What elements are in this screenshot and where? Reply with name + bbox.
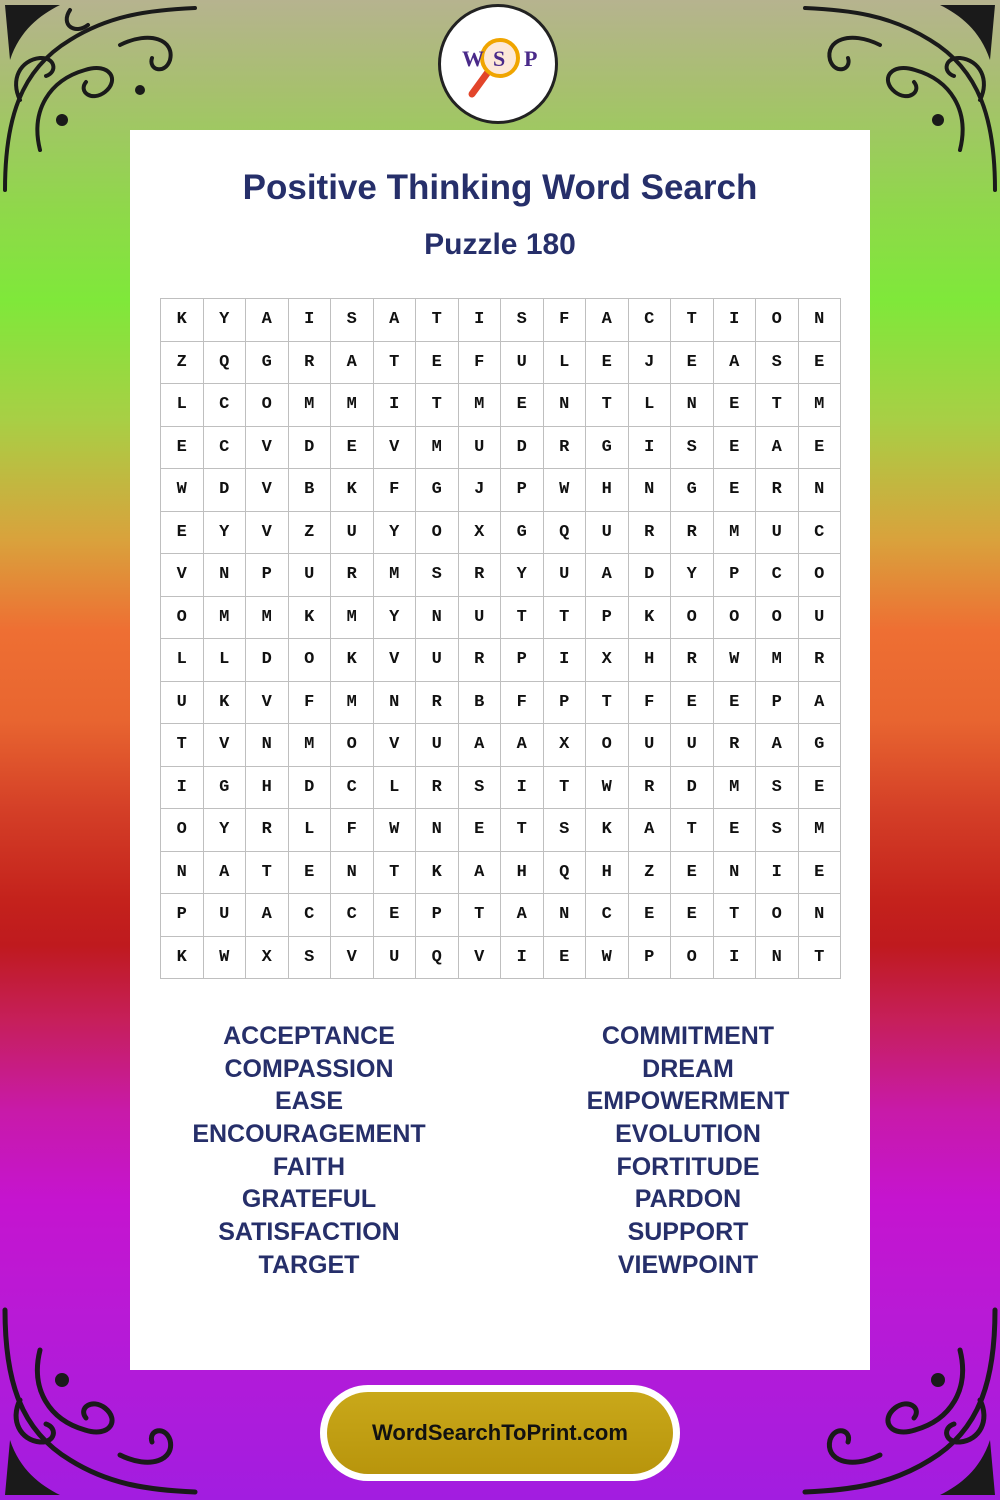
grid-cell[interactable]: A bbox=[586, 554, 629, 597]
word-list-item: SUPPORT bbox=[627, 1218, 749, 1247]
grid-cell[interactable]: D bbox=[289, 767, 332, 810]
grid-cell[interactable]: Q bbox=[204, 342, 247, 385]
logo-letter-p: P bbox=[524, 46, 538, 71]
grid-cell[interactable]: E bbox=[629, 894, 672, 937]
grid-cell[interactable]: S bbox=[289, 937, 332, 980]
grid-cell[interactable]: U bbox=[756, 512, 799, 555]
grid-cell[interactable]: A bbox=[501, 894, 544, 937]
grid-cell[interactable]: V bbox=[331, 937, 374, 980]
grid-cell[interactable]: A bbox=[756, 724, 799, 767]
grid-cell[interactable]: O bbox=[799, 554, 842, 597]
grid-cell[interactable]: T bbox=[544, 597, 587, 640]
grid-cell[interactable]: N bbox=[204, 554, 247, 597]
word-list-item: SATISFACTION bbox=[218, 1218, 400, 1247]
grid-cell[interactable]: O bbox=[756, 894, 799, 937]
grid-cell[interactable]: N bbox=[544, 384, 587, 427]
grid-cell[interactable]: P bbox=[246, 554, 289, 597]
grid-cell[interactable]: P bbox=[161, 894, 204, 937]
grid-cell[interactable]: M bbox=[289, 724, 332, 767]
grid-cell[interactable]: A bbox=[714, 342, 757, 385]
grid-cell[interactable]: R bbox=[629, 767, 672, 810]
grid-cell[interactable]: T bbox=[756, 384, 799, 427]
grid-cell[interactable]: S bbox=[416, 554, 459, 597]
grid-cell[interactable]: Z bbox=[161, 342, 204, 385]
grid-cell[interactable]: M bbox=[331, 682, 374, 725]
grid-cell[interactable]: K bbox=[586, 809, 629, 852]
grid-cell[interactable]: U bbox=[289, 554, 332, 597]
grid-cell[interactable]: U bbox=[671, 724, 714, 767]
grid-cell[interactable]: T bbox=[544, 767, 587, 810]
word-list bbox=[130, 1020, 870, 1290]
grid-cell[interactable]: Y bbox=[374, 597, 417, 640]
grid-cell[interactable]: N bbox=[799, 299, 842, 342]
grid-cell[interactable]: A bbox=[799, 682, 842, 725]
grid-cell[interactable]: S bbox=[544, 809, 587, 852]
grid-cell[interactable]: R bbox=[629, 512, 672, 555]
grid-cell[interactable]: M bbox=[374, 554, 417, 597]
puzzle-card bbox=[130, 130, 870, 1370]
grid-cell[interactable]: S bbox=[756, 767, 799, 810]
logo-letter-s: S bbox=[493, 46, 506, 71]
grid-cell[interactable]: U bbox=[501, 342, 544, 385]
word-list-item: FAITH bbox=[272, 1152, 346, 1181]
grid-cell[interactable]: C bbox=[204, 384, 247, 427]
grid-cell[interactable]: R bbox=[331, 554, 374, 597]
grid-cell[interactable]: D bbox=[501, 427, 544, 470]
grid-cell[interactable]: X bbox=[586, 639, 629, 682]
grid-cell[interactable]: D bbox=[246, 639, 289, 682]
grid-cell[interactable]: N bbox=[416, 809, 459, 852]
grid-cell[interactable]: X bbox=[246, 937, 289, 980]
grid-cell[interactable]: M bbox=[799, 384, 842, 427]
grid-cell[interactable]: S bbox=[671, 427, 714, 470]
grid-cell[interactable]: M bbox=[289, 384, 332, 427]
grid-cell[interactable]: E bbox=[799, 427, 842, 470]
grid-cell[interactable]: V bbox=[459, 937, 502, 980]
grid-cell[interactable]: R bbox=[416, 767, 459, 810]
grid-cell[interactable]: Y bbox=[204, 809, 247, 852]
grid-cell[interactable]: I bbox=[714, 299, 757, 342]
grid-cell[interactable]: H bbox=[629, 639, 672, 682]
word-list-item: TARGET bbox=[258, 1250, 360, 1279]
grid-cell[interactable]: V bbox=[374, 427, 417, 470]
grid-cell[interactable]: R bbox=[671, 512, 714, 555]
grid-cell[interactable]: C bbox=[331, 894, 374, 937]
grid-cell[interactable]: V bbox=[161, 554, 204, 597]
grid-cell[interactable]: F bbox=[459, 342, 502, 385]
grid-cell[interactable]: V bbox=[246, 512, 289, 555]
grid-cell[interactable]: S bbox=[459, 767, 502, 810]
grid-cell[interactable]: G bbox=[246, 342, 289, 385]
grid-cell[interactable]: T bbox=[459, 894, 502, 937]
wsp-logo[interactable] bbox=[438, 4, 558, 124]
grid-cell[interactable]: I bbox=[544, 639, 587, 682]
grid-cell[interactable]: J bbox=[459, 469, 502, 512]
grid-cell[interactable]: O bbox=[161, 809, 204, 852]
grid-cell[interactable]: V bbox=[246, 682, 289, 725]
grid-cell[interactable]: S bbox=[756, 342, 799, 385]
word-list-item: EMPOWERMENT bbox=[586, 1087, 790, 1116]
grid-cell[interactable]: P bbox=[501, 639, 544, 682]
grid-cell[interactable]: P bbox=[756, 682, 799, 725]
grid-cell[interactable]: P bbox=[544, 682, 587, 725]
grid-cell[interactable]: O bbox=[416, 512, 459, 555]
grid-cell[interactable]: D bbox=[671, 767, 714, 810]
grid-cell[interactable]: A bbox=[246, 894, 289, 937]
grid-cell[interactable]: N bbox=[714, 852, 757, 895]
grid-cell[interactable]: E bbox=[714, 809, 757, 852]
grid-cell[interactable]: D bbox=[629, 554, 672, 597]
word-list-item: DREAM bbox=[642, 1054, 734, 1083]
magnifier-icon bbox=[448, 24, 548, 104]
grid-cell[interactable]: N bbox=[799, 469, 842, 512]
grid-cell[interactable]: K bbox=[416, 852, 459, 895]
grid-cell[interactable]: T bbox=[586, 384, 629, 427]
grid-cell[interactable]: E bbox=[671, 894, 714, 937]
grid-cell[interactable]: Q bbox=[544, 852, 587, 895]
grid-cell[interactable]: C bbox=[799, 512, 842, 555]
grid-cell[interactable]: A bbox=[246, 299, 289, 342]
grid-cell[interactable]: Y bbox=[204, 299, 247, 342]
grid-cell[interactable]: U bbox=[629, 724, 672, 767]
grid-cell[interactable]: V bbox=[374, 724, 417, 767]
grid-cell[interactable]: E bbox=[586, 342, 629, 385]
grid-cell[interactable]: A bbox=[501, 724, 544, 767]
grid-cell[interactable]: W bbox=[586, 937, 629, 980]
grid-cell[interactable]: W bbox=[544, 469, 587, 512]
grid-cell[interactable]: K bbox=[331, 469, 374, 512]
grid-cell[interactable]: K bbox=[204, 682, 247, 725]
grid-cell[interactable]: U bbox=[586, 512, 629, 555]
grid-cell[interactable]: M bbox=[799, 809, 842, 852]
grid-cell[interactable]: U bbox=[416, 724, 459, 767]
grid-cell[interactable]: O bbox=[671, 937, 714, 980]
grid-cell[interactable]: M bbox=[331, 597, 374, 640]
grid-cell[interactable]: L bbox=[161, 639, 204, 682]
grid-cell[interactable]: S bbox=[501, 299, 544, 342]
grid-cell[interactable]: C bbox=[629, 299, 672, 342]
grid-cell[interactable]: K bbox=[629, 597, 672, 640]
grid-cell[interactable]: K bbox=[331, 639, 374, 682]
grid-cell[interactable]: W bbox=[374, 809, 417, 852]
grid-cell[interactable]: U bbox=[544, 554, 587, 597]
grid-cell[interactable]: X bbox=[544, 724, 587, 767]
word-list-right-column bbox=[503, 1020, 873, 1282]
grid-cell[interactable]: G bbox=[501, 512, 544, 555]
grid-cell[interactable]: E bbox=[671, 682, 714, 725]
grid-cell[interactable]: O bbox=[331, 724, 374, 767]
grid-cell[interactable]: E bbox=[161, 512, 204, 555]
grid-cell[interactable]: Z bbox=[629, 852, 672, 895]
grid-cell[interactable]: I bbox=[756, 852, 799, 895]
grid-cell[interactable]: E bbox=[799, 852, 842, 895]
grid-cell[interactable]: M bbox=[714, 767, 757, 810]
grid-cell[interactable]: N bbox=[544, 894, 587, 937]
grid-cell[interactable]: T bbox=[586, 682, 629, 725]
grid-cell[interactable]: R bbox=[459, 639, 502, 682]
grid-cell[interactable]: U bbox=[459, 427, 502, 470]
grid-cell[interactable]: A bbox=[756, 427, 799, 470]
grid-cell[interactable]: E bbox=[714, 384, 757, 427]
grid-cell[interactable]: W bbox=[161, 469, 204, 512]
grid-cell[interactable]: K bbox=[161, 937, 204, 980]
grid-cell[interactable]: M bbox=[331, 384, 374, 427]
grid-cell[interactable]: N bbox=[629, 469, 672, 512]
grid-cell[interactable]: E bbox=[714, 469, 757, 512]
grid-cell[interactable]: H bbox=[586, 469, 629, 512]
grid-cell[interactable]: H bbox=[586, 852, 629, 895]
grid-cell[interactable]: T bbox=[671, 809, 714, 852]
grid-cell[interactable]: H bbox=[501, 852, 544, 895]
grid-cell[interactable]: M bbox=[246, 597, 289, 640]
grid-cell[interactable]: I bbox=[501, 767, 544, 810]
grid-cell[interactable]: L bbox=[161, 384, 204, 427]
grid-cell[interactable]: M bbox=[714, 512, 757, 555]
grid-cell[interactable]: U bbox=[416, 639, 459, 682]
grid-cell[interactable]: P bbox=[416, 894, 459, 937]
grid-cell[interactable]: M bbox=[756, 639, 799, 682]
grid-cell[interactable]: Y bbox=[671, 554, 714, 597]
grid-cell[interactable]: Y bbox=[501, 554, 544, 597]
grid-cell[interactable]: N bbox=[246, 724, 289, 767]
grid-cell[interactable]: E bbox=[501, 384, 544, 427]
grid-cell[interactable]: B bbox=[459, 682, 502, 725]
grid-cell[interactable]: A bbox=[629, 809, 672, 852]
grid-cell[interactable]: O bbox=[671, 597, 714, 640]
grid-cell[interactable]: E bbox=[544, 937, 587, 980]
grid-cell[interactable]: N bbox=[161, 852, 204, 895]
grid-cell[interactable]: K bbox=[161, 299, 204, 342]
word-list-item: ACCEPTANCE bbox=[223, 1022, 395, 1050]
grid-cell[interactable]: O bbox=[289, 639, 332, 682]
grid-cell[interactable]: E bbox=[799, 342, 842, 385]
grid-cell[interactable]: P bbox=[501, 469, 544, 512]
grid-cell[interactable]: E bbox=[161, 427, 204, 470]
grid-cell[interactable]: R bbox=[246, 809, 289, 852]
grid-cell[interactable]: W bbox=[204, 937, 247, 980]
grid-cell[interactable]: S bbox=[756, 809, 799, 852]
grid-cell[interactable]: A bbox=[374, 299, 417, 342]
letter-grid bbox=[160, 298, 841, 979]
word-list-item: PARDON bbox=[634, 1185, 742, 1214]
grid-cell[interactable]: E bbox=[799, 767, 842, 810]
grid-cell[interactable]: G bbox=[586, 427, 629, 470]
word-list-item: GRATEFUL bbox=[241, 1185, 377, 1214]
word-list-left-column bbox=[124, 1020, 494, 1282]
grid-cell[interactable]: C bbox=[586, 894, 629, 937]
grid-cell[interactable]: R bbox=[416, 682, 459, 725]
grid-cell[interactable]: E bbox=[289, 852, 332, 895]
site-link[interactable]: WordSearchToPrint.com bbox=[327, 1392, 673, 1474]
grid-cell[interactable]: L bbox=[544, 342, 587, 385]
grid-cell[interactable]: N bbox=[671, 384, 714, 427]
grid-cell[interactable]: N bbox=[799, 894, 842, 937]
grid-cell[interactable]: X bbox=[459, 512, 502, 555]
grid-cell[interactable]: E bbox=[416, 342, 459, 385]
grid-cell[interactable]: I bbox=[459, 299, 502, 342]
grid-cell[interactable]: T bbox=[161, 724, 204, 767]
grid-cell[interactable]: I bbox=[629, 427, 672, 470]
grid-cell[interactable]: E bbox=[459, 809, 502, 852]
grid-cell[interactable]: I bbox=[714, 937, 757, 980]
grid-cell[interactable]: T bbox=[246, 852, 289, 895]
grid-cell[interactable]: O bbox=[246, 384, 289, 427]
logo-letter-w: W bbox=[462, 46, 484, 71]
grid-cell[interactable]: R bbox=[544, 427, 587, 470]
grid-cell[interactable]: V bbox=[246, 469, 289, 512]
grid-cell[interactable]: A bbox=[331, 342, 374, 385]
grid-cell[interactable]: K bbox=[289, 597, 332, 640]
word-list-item: COMMITMENT bbox=[601, 1022, 775, 1050]
grid-cell[interactable]: T bbox=[714, 894, 757, 937]
page-title: Positive Thinking Word Search bbox=[242, 168, 758, 207]
grid-cell[interactable]: I bbox=[289, 299, 332, 342]
grid-cell[interactable]: A bbox=[586, 299, 629, 342]
grid-cell[interactable]: Y bbox=[204, 512, 247, 555]
grid-cell[interactable]: M bbox=[204, 597, 247, 640]
grid-cell[interactable]: T bbox=[501, 597, 544, 640]
grid-cell[interactable]: H bbox=[246, 767, 289, 810]
grid-cell[interactable]: Q bbox=[416, 937, 459, 980]
grid-cell[interactable]: R bbox=[459, 554, 502, 597]
grid-cell[interactable]: W bbox=[586, 767, 629, 810]
grid-cell[interactable]: M bbox=[416, 427, 459, 470]
grid-cell[interactable]: Z bbox=[289, 512, 332, 555]
grid-cell[interactable]: N bbox=[756, 937, 799, 980]
grid-cell[interactable]: T bbox=[416, 299, 459, 342]
word-list-item: VIEWPOINT bbox=[617, 1250, 759, 1279]
grid-cell[interactable]: V bbox=[246, 427, 289, 470]
grid-cell[interactable]: M bbox=[459, 384, 502, 427]
grid-cell[interactable]: O bbox=[756, 299, 799, 342]
grid-cell[interactable]: P bbox=[586, 597, 629, 640]
grid-cell[interactable]: J bbox=[629, 342, 672, 385]
grid-cell[interactable]: F bbox=[374, 469, 417, 512]
grid-cell[interactable]: W bbox=[714, 639, 757, 682]
grid-cell[interactable]: Y bbox=[374, 512, 417, 555]
grid-cell[interactable]: D bbox=[289, 427, 332, 470]
puzzle-number: Puzzle 180 bbox=[424, 228, 576, 261]
grid-cell[interactable]: G bbox=[671, 469, 714, 512]
grid-cell[interactable]: O bbox=[586, 724, 629, 767]
grid-cell[interactable]: U bbox=[161, 682, 204, 725]
grid-cell[interactable]: V bbox=[374, 639, 417, 682]
grid-cell[interactable]: O bbox=[161, 597, 204, 640]
grid-cell[interactable]: A bbox=[204, 852, 247, 895]
grid-cell[interactable]: E bbox=[714, 682, 757, 725]
grid-cell[interactable]: T bbox=[799, 937, 842, 980]
grid-cell[interactable]: R bbox=[756, 469, 799, 512]
grid-cell[interactable]: O bbox=[714, 597, 757, 640]
grid-cell[interactable]: B bbox=[289, 469, 332, 512]
grid-cell[interactable]: O bbox=[756, 597, 799, 640]
grid-cell[interactable]: A bbox=[459, 724, 502, 767]
grid-cell[interactable]: I bbox=[161, 767, 204, 810]
grid-cell[interactable]: U bbox=[204, 894, 247, 937]
grid-cell[interactable]: E bbox=[331, 427, 374, 470]
grid-cell[interactable]: G bbox=[416, 469, 459, 512]
grid-cell[interactable]: C bbox=[204, 427, 247, 470]
grid-cell[interactable]: E bbox=[671, 852, 714, 895]
grid-cell[interactable]: L bbox=[629, 384, 672, 427]
grid-cell[interactable]: U bbox=[459, 597, 502, 640]
grid-cell[interactable]: T bbox=[374, 852, 417, 895]
grid-cell[interactable]: P bbox=[714, 554, 757, 597]
grid-cell[interactable]: R bbox=[289, 342, 332, 385]
footer-badge bbox=[320, 1385, 680, 1481]
grid-cell[interactable]: T bbox=[501, 809, 544, 852]
grid-cell[interactable]: F bbox=[629, 682, 672, 725]
grid-cell[interactable]: N bbox=[416, 597, 459, 640]
grid-cell[interactable]: U bbox=[374, 937, 417, 980]
grid-cell[interactable]: F bbox=[544, 299, 587, 342]
grid-cell[interactable]: L bbox=[374, 767, 417, 810]
grid-cell[interactable]: T bbox=[374, 342, 417, 385]
grid-cell[interactable]: N bbox=[331, 852, 374, 895]
grid-cell[interactable]: P bbox=[629, 937, 672, 980]
grid-cell[interactable]: S bbox=[331, 299, 374, 342]
grid-cell[interactable]: F bbox=[289, 682, 332, 725]
word-list-item: COMPASSION bbox=[224, 1054, 394, 1083]
grid-cell[interactable]: F bbox=[501, 682, 544, 725]
grid-cell[interactable]: I bbox=[501, 937, 544, 980]
word-list-item: EASE bbox=[274, 1087, 344, 1116]
grid-cell[interactable]: R bbox=[671, 639, 714, 682]
grid-cell[interactable]: N bbox=[374, 682, 417, 725]
grid-cell[interactable]: E bbox=[671, 342, 714, 385]
word-list-item: FORTITUDE bbox=[616, 1152, 760, 1181]
word-list-item: ENCOURAGEMENT bbox=[192, 1120, 426, 1149]
grid-cell[interactable]: Q bbox=[544, 512, 587, 555]
grid-cell[interactable]: A bbox=[459, 852, 502, 895]
grid-cell[interactable]: U bbox=[799, 597, 842, 640]
grid-cell[interactable]: U bbox=[331, 512, 374, 555]
grid-cell[interactable]: R bbox=[714, 724, 757, 767]
grid-cell[interactable]: T bbox=[671, 299, 714, 342]
grid-cell[interactable]: L bbox=[204, 639, 247, 682]
grid-cell[interactable]: E bbox=[374, 894, 417, 937]
grid-cell[interactable]: G bbox=[799, 724, 842, 767]
grid-cell[interactable]: F bbox=[331, 809, 374, 852]
grid-cell[interactable]: C bbox=[331, 767, 374, 810]
word-list-item: EVOLUTION bbox=[615, 1120, 761, 1149]
grid-cell[interactable]: C bbox=[289, 894, 332, 937]
grid-cell[interactable]: G bbox=[204, 767, 247, 810]
grid-cell[interactable]: V bbox=[204, 724, 247, 767]
grid-cell[interactable]: C bbox=[756, 554, 799, 597]
grid-cell[interactable]: D bbox=[204, 469, 247, 512]
grid-cell[interactable]: E bbox=[714, 427, 757, 470]
grid-cell[interactable]: I bbox=[374, 384, 417, 427]
grid-cell[interactable]: L bbox=[289, 809, 332, 852]
grid-cell[interactable]: T bbox=[416, 384, 459, 427]
grid-cell[interactable]: R bbox=[799, 639, 842, 682]
